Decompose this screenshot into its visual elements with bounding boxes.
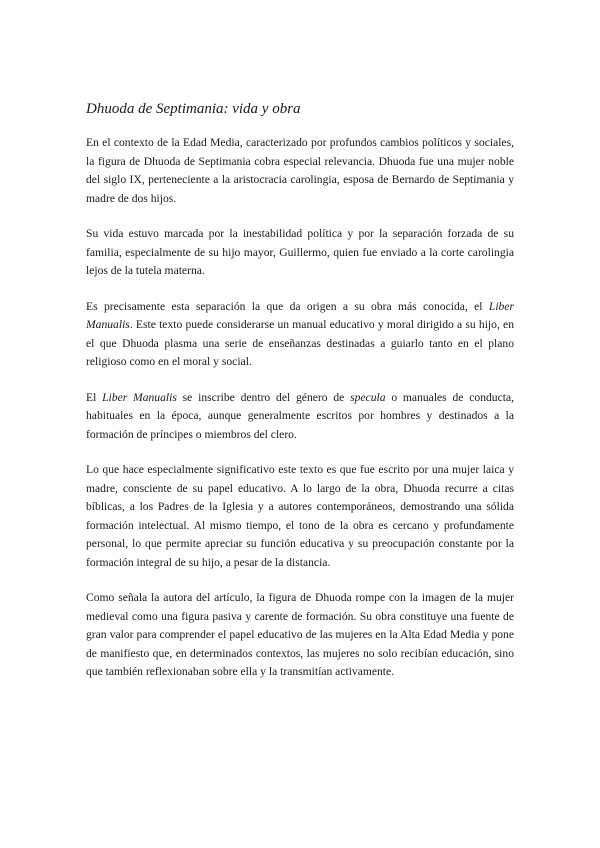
paragraph-origin	[86, 298, 514, 372]
liber-manualis-title: Liber Manualis	[102, 390, 177, 404]
liber-manualis-title: Liber Manualis	[86, 299, 514, 331]
document-title: Dhuoda de Septimania: vida y obra	[86, 101, 301, 117]
paragraph-genre	[86, 389, 514, 445]
document-body	[86, 100, 514, 699]
paragraph-context: En el contexto de la Edad Media, caracterizado por profundos cambios políticos y sociales, la figura de Dhuoda de Septimania cobra especial relevancia. Dhuoda fue una mujer noble del siglo IX, perteneciente a la aristocracia carolingia, esposa de Bernardo de Septimania y madre de dos hijos.	[86, 136, 514, 205]
specula-term: specula	[350, 390, 386, 404]
paragraph-genre-text-a: El	[86, 390, 103, 404]
paragraph-life: Su vida estuvo marcada por la inestabilidad política y por la separación forzada de su familia, especialmente de su hijo mayor, Guillermo, quien fue enviado a la corte carolingia lejos de la tutela materna.	[86, 227, 514, 277]
paragraph-origin-text-a: Es precisamente esta separación la que da origen a su obra más conocida, el	[86, 299, 489, 313]
paragraph-genre-text-e: o manuales de conducta, habituales en la época, aunque generalmente escritos por hombres y destinados a la formación de príncipes o miembros del clero.	[86, 390, 514, 441]
paragraph-significance: Lo que hace especialmente significativo este texto es que fue escrito por una mujer laica y madre, consciente de su papel educativo. A lo largo de la obra, Dhuoda recurre a citas bíblicas, a los Padres de la Iglesia y a autores contemporáneos, demostrando una sólida formación intelectual. Al mismo tiempo, el tono de la obra es cercano y profundamente personal, lo que permite apreciar su función educativa y su preocupación constante por la formación integral de su hijo, a pesar de la distancia.	[86, 463, 514, 569]
paragraph-origin-text-c: . Este texto puede considerarse un manual educativo y moral dirigido a su hijo, en el que Dhuoda plasma una serie de enseñanzas destinadas a guiarlo tanto en el plano religioso como en el moral y social.	[86, 318, 514, 368]
paragraph-genre-text-c: se inscribe dentro del género de	[176, 390, 351, 404]
paragraph-conclusion: Como señala la autora del artículo, la figura de Dhuoda rompe con la imagen de la mujer medieval como una figura pasiva y carente de formación. Su obra constituye una fuente de gran valor para comprender el papel educativo de las mujeres en la Alta Edad Media y pone de manifiesto que, en determinados contextos, las mujeres no solo recibían educación, sino que también reflexionaban sobre ella y la transmitían activamente.	[86, 591, 514, 678]
